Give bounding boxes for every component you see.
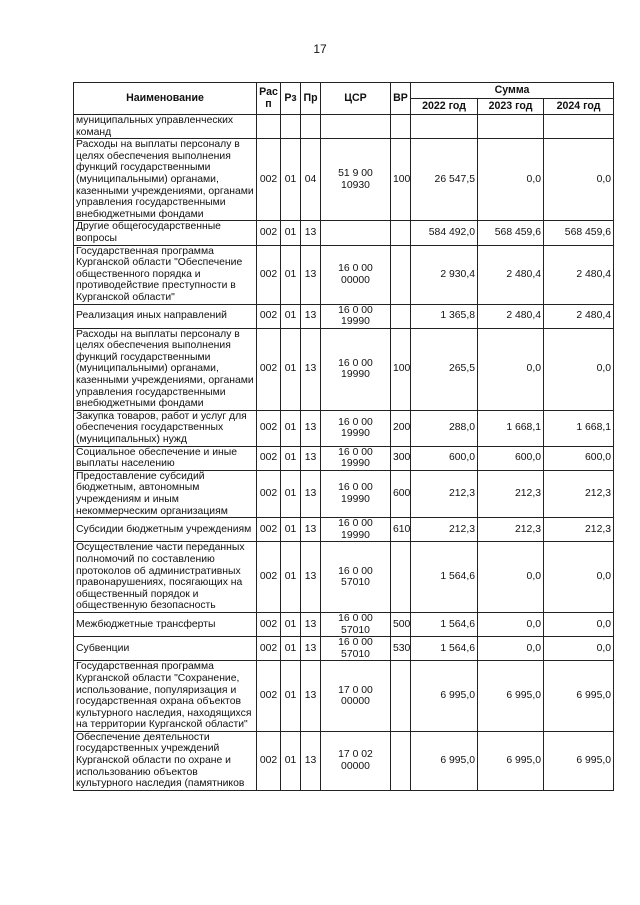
row-2024-cell: 6 995,0 [544,661,614,732]
row-2022-cell: 265,5 [411,328,478,410]
table-row [74,410,614,446]
table-row [74,470,614,517]
row-2024-cell: 6 995,0 [544,731,614,790]
row-2023-cell [478,115,544,139]
row-vr-cell: 600 [391,470,411,517]
row-pr-cell: 13 [301,328,321,410]
table-row [74,542,614,613]
row-csr-cell: 51 9 00 10930 [321,139,391,221]
row-vr-cell: 300 [391,446,411,470]
table-row [74,221,614,245]
row-2024-cell: 2 480,4 [544,245,614,304]
row-2022-cell: 6 995,0 [411,661,478,732]
table-row [74,304,614,328]
table-row [74,612,614,636]
row-pr-cell: 13 [301,470,321,517]
row-name-cell: Субсидии бюджетным учреждениям [74,518,257,542]
row-name-cell: Реализация иных направлений [74,304,257,328]
row-2023-cell: 6 995,0 [478,661,544,732]
header-csr: ЦСР [321,83,391,115]
row-name-cell: Государственная программа Курганской области "Сохранение, использование, популяризация и государственная охрана объектов культурного наследия, находящихся на территории Курганской области" [74,661,257,732]
table-header [74,83,614,115]
row-pr-cell: 13 [301,245,321,304]
row-2023-cell: 6 995,0 [478,731,544,790]
row-rasp-cell: 002 [257,245,281,304]
row-2022-cell: 212,3 [411,470,478,517]
row-2023-cell: 0,0 [478,542,544,613]
row-csr-cell: 16 0 00 19990 [321,470,391,517]
row-rz-cell: 01 [281,304,301,328]
row-pr-cell: 13 [301,637,321,661]
row-2023-cell: 212,3 [478,470,544,517]
row-2023-cell: 568 459,6 [478,221,544,245]
row-name-cell: Другие общегосударственные вопросы [74,221,257,245]
row-2023-cell: 0,0 [478,328,544,410]
row-rz-cell: 01 [281,518,301,542]
row-rasp-cell: 002 [257,470,281,517]
row-2024-cell: 212,3 [544,470,614,517]
row-rasp-cell: 002 [257,518,281,542]
row-vr-cell [391,304,411,328]
row-name-cell: Межбюджетные трансферты [74,612,257,636]
row-csr-cell [321,221,391,245]
row-vr-cell: 500 [391,612,411,636]
row-rasp-cell: 002 [257,731,281,790]
row-2022-cell: 1 564,6 [411,637,478,661]
row-rasp-cell: 002 [257,221,281,245]
header-rasp [257,83,281,115]
table-row [74,661,614,732]
row-2022-cell: 288,0 [411,410,478,446]
row-name-cell: Социальное обеспечение и иные выплаты населению [74,446,257,470]
row-2022-cell: 1 365,8 [411,304,478,328]
row-rz-cell: 01 [281,470,301,517]
row-rasp-cell: 002 [257,410,281,446]
header-rasp-line1: Рас [259,85,278,98]
row-2024-cell: 0,0 [544,612,614,636]
row-csr-cell: 16 0 00 19990 [321,328,391,410]
row-csr-cell: 17 0 00 00000 [321,661,391,732]
row-2022-cell: 212,3 [411,518,478,542]
row-rz-cell: 01 [281,731,301,790]
header-year-2022: 2022 год [411,99,478,115]
table-row [74,637,614,661]
row-pr-cell: 13 [301,612,321,636]
row-rz-cell: 01 [281,139,301,221]
table-row [74,115,614,139]
row-rz-cell: 01 [281,661,301,732]
row-rz-cell: 01 [281,245,301,304]
row-vr-cell: 530 [391,637,411,661]
row-2024-cell: 212,3 [544,518,614,542]
table-row [74,245,614,304]
row-csr-cell: 16 0 00 57010 [321,612,391,636]
row-vr-cell [391,221,411,245]
header-rz: Рз [281,83,301,115]
row-2022-cell: 2 930,4 [411,245,478,304]
row-rasp-cell: 002 [257,446,281,470]
row-vr-cell [391,661,411,732]
table-body [74,115,614,791]
row-vr-cell [391,542,411,613]
row-vr-cell: 610 [391,518,411,542]
row-vr-cell: 100 [391,328,411,410]
row-rasp-cell: 002 [257,637,281,661]
row-rasp-cell: 002 [257,304,281,328]
header-year-2024: 2024 год [544,99,614,115]
row-name-cell: Расходы на выплаты персоналу в целях обеспечения выполнения функций государственными (муниципальными) органами, казенными учреждениями, органами управления государственными внебюджетными фондами [74,139,257,221]
row-2023-cell: 0,0 [478,637,544,661]
row-pr-cell: 13 [301,661,321,732]
row-pr-cell [301,115,321,139]
row-2024-cell: 0,0 [544,139,614,221]
row-2022-cell: 584 492,0 [411,221,478,245]
header-year-2023: 2023 год [478,99,544,115]
row-2023-cell: 1 668,1 [478,410,544,446]
row-rz-cell: 01 [281,612,301,636]
row-rasp-cell: 002 [257,542,281,613]
page-number: 17 [313,42,327,56]
row-rasp-cell [257,115,281,139]
row-2022-cell: 1 564,6 [411,612,478,636]
header-vr: ВР [391,83,411,115]
row-2023-cell: 2 480,4 [478,304,544,328]
row-name-cell: Предоставление субсидий бюджетным, автономным учреждениям и иным некоммерческим организациям [74,470,257,517]
row-csr-cell: 16 0 00 19990 [321,518,391,542]
row-pr-cell: 13 [301,304,321,328]
row-csr-cell: 16 0 00 00000 [321,245,391,304]
table-row [74,518,614,542]
row-name-cell: Обеспечение деятельности государственных учреждений Курганской области по охране и использованию объектов культурного наследия (памятников [74,731,257,790]
header-name: Наименование [74,83,257,115]
row-rz-cell [281,115,301,139]
row-name-cell: Осуществление части переданных полномочий по составлению протоколов об административных правонарушениях, посягающих на общественный порядок и общественную безопасность [74,542,257,613]
header-rasp-line2: п [265,97,272,110]
row-2022-cell: 26 547,5 [411,139,478,221]
row-2023-cell: 0,0 [478,139,544,221]
row-rz-cell: 01 [281,542,301,613]
header-sum: Сумма [411,83,614,99]
row-vr-cell [391,245,411,304]
row-vr-cell: 200 [391,410,411,446]
row-csr-cell: 16 0 00 19990 [321,304,391,328]
row-name-cell: Закупка товаров, работ и услуг для обеспечения государственных (муниципальных) нужд [74,410,257,446]
row-csr-cell: 16 0 00 19990 [321,410,391,446]
row-csr-cell: 16 0 00 57010 [321,637,391,661]
row-name-cell: Государственная программа Курганской области "Обеспечение общественного порядка и противодействие преступности в Курганской области" [74,245,257,304]
row-pr-cell: 13 [301,221,321,245]
row-csr-cell: 16 0 00 57010 [321,542,391,613]
row-pr-cell: 13 [301,518,321,542]
row-rz-cell: 01 [281,446,301,470]
row-2023-cell: 212,3 [478,518,544,542]
table-row [74,139,614,221]
row-vr-cell [391,115,411,139]
row-pr-cell: 13 [301,446,321,470]
row-2024-cell: 0,0 [544,542,614,613]
row-2022-cell: 6 995,0 [411,731,478,790]
row-2023-cell: 2 480,4 [478,245,544,304]
row-rasp-cell: 002 [257,661,281,732]
row-rasp-cell: 002 [257,139,281,221]
row-pr-cell: 13 [301,410,321,446]
row-pr-cell: 13 [301,542,321,613]
row-2024-cell: 0,0 [544,637,614,661]
table-row [74,731,614,790]
table-row [74,446,614,470]
row-rz-cell: 01 [281,221,301,245]
row-2022-cell: 600,0 [411,446,478,470]
row-pr-cell: 04 [301,139,321,221]
row-name-cell: муниципальных управленческих команд [74,115,257,139]
row-2024-cell: 568 459,6 [544,221,614,245]
row-name-cell: Расходы на выплаты персоналу в целях обеспечения выполнения функций государственными (муниципальными) органами, казенными учреждениями, органами управления государственными внебюджетными фондами [74,328,257,410]
row-vr-cell: 100 [391,139,411,221]
row-2023-cell: 0,0 [478,612,544,636]
table-row [74,328,614,410]
row-csr-cell: 17 0 02 00000 [321,731,391,790]
row-2022-cell [411,115,478,139]
row-2024-cell: 600,0 [544,446,614,470]
row-rasp-cell: 002 [257,328,281,410]
row-2024-cell: 0,0 [544,328,614,410]
row-2024-cell [544,115,614,139]
row-csr-cell [321,115,391,139]
row-rasp-cell: 002 [257,612,281,636]
row-2024-cell: 2 480,4 [544,304,614,328]
row-pr-cell: 13 [301,731,321,790]
row-2023-cell: 600,0 [478,446,544,470]
budget-table [73,82,614,791]
row-rz-cell: 01 [281,410,301,446]
row-rz-cell: 01 [281,328,301,410]
row-csr-cell: 16 0 00 19990 [321,446,391,470]
row-rz-cell: 01 [281,637,301,661]
row-name-cell: Субвенции [74,637,257,661]
row-vr-cell [391,731,411,790]
header-pr: Пр [301,83,321,115]
row-2022-cell: 1 564,6 [411,542,478,613]
row-2024-cell: 1 668,1 [544,410,614,446]
